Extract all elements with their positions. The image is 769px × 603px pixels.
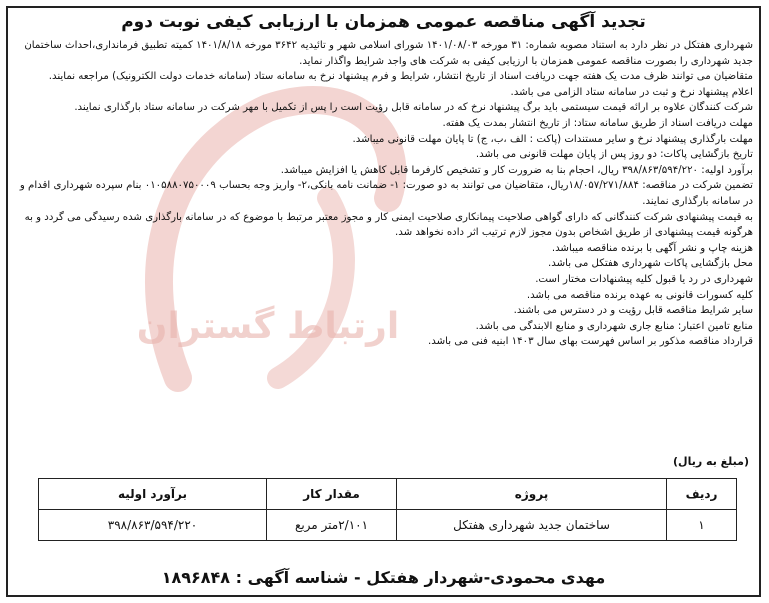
watermark-text: ارتباط گستران — [136, 306, 400, 347]
paragraph: محل بازگشایی پاکات شهرداری هفتکل می باشد. — [548, 258, 753, 270]
paragraph: هزینه چاپ و نشر آگهی با برنده مناقصه میباشد. — [551, 242, 753, 254]
paragraph: برآورد اولیه: ۳۹۸/۸۶۳/۵۹۴/۲۲۰ ریال، احجام بنا به ضرورت کار و تشخیص کارفرما قابل کاهش یا افزایش میباشد. — [280, 164, 753, 176]
paragraph: سایر شرایط مناقصه قابل رؤیت و در دسترس می باشند. — [513, 305, 753, 317]
ad-body — [14, 38, 753, 350]
col-header-row-number: ردیف — [667, 479, 737, 510]
col-header-estimate: برآورد اولیه — [39, 479, 267, 510]
ad-footer: مهدی محمودی-شهردار هفتکل - شناسه آگهی : ۱۸۹۶۸۴۸ — [161, 568, 606, 587]
paragraph: مهلت دریافت اسناد از طریق سامانه ستاد: از تاریخ انتشار بمدت یک هفته. — [442, 117, 753, 129]
paragraph: تاریخ بازگشایی پاکات: دو روز پس از پایان مهلت قانونی می باشد. — [475, 149, 753, 161]
cell-project: ساختمان جدید شهرداری هفتکل — [397, 510, 667, 541]
paragraph: شهرداری هفتکل در نظر دارد به استناد مصوبه شماره: ۳۱ مورخه ۱۴۰۱/۰۸/۰۳ شورای اسلامی شهر و تائیدیه ۳۶۴۲ مورخه ۱۴۰۱/۸/۱۸ کمیته تطبیق فرمانداری،احداث ساختمان جدید شهرداری را بصورت مناقصه عمومی همزمان با ارزیابی کیفی به شرکت های واجد شرایط واگذار نماید. — [24, 40, 753, 67]
table-row — [39, 510, 737, 541]
cell-estimate: ۳۹۸/۸۶۳/۵۹۴/۲۲۰ — [39, 510, 267, 541]
paragraph: متقاضیان می توانند ظرف مدت یک هفته جهت دریافت اسناد از تاریخ انتشار، شرایط و فرم پیشنهاد نرخ به سامانه ستاد (سامانه خدمات دولت الکترونیک) مراجعه نمایند. — [48, 71, 753, 83]
paragraph: به قیمت پیشنهادی شرکت کنندگانی که دارای گواهی صلاحیت پیمانکاری صلاحیت ایمنی کار و مجوز معتبر مرتبط با موضوع که در سامانه بارگذاری شده رسیدگی می گردد و به هرگونه قیمت پیشنهادی از طریق اشخاص بدون مجوز لازم ترتیب اثر داده نخواهد شد. — [24, 211, 753, 239]
amount-note: (مبلغ به ریال) — [673, 455, 749, 468]
advertisement-frame — [6, 6, 761, 597]
ad-title: تجدید آگهی مناقصه عمومی همزمان با ارزیابی کیفی نوبت دوم — [121, 12, 646, 32]
cell-row-number: ۱ — [667, 510, 737, 541]
paragraph: شهرداری در رد یا قبول کلیه پیشنهادات مختار است. — [535, 273, 753, 285]
paragraph: قرارداد مناقصه مذکور بر اساس فهرست بهای سال ۱۴۰۳ ابنیه فنی می باشد. — [427, 336, 753, 348]
paragraph: مهلت بارگذاری پیشنهاد نرخ و سایر مستندات (پاکت : الف ،ب، ج) تا پایان مهلت قانونی میباشد. — [352, 133, 753, 145]
cell-quantity: ۲/۱۰۱متر مربع — [267, 510, 397, 541]
paragraph: شرکت کنندگان علاوه بر ارائه قیمت سیستمی باید برگ پیشنهاد نرخ که در سامانه قابل رؤیت است را پس از تکمیل با مهر شرکت در سامانه ستاد بارگذاری نمایند. — [74, 102, 753, 114]
paragraph: اعلام پیشنهاد نرخ و ثبت در سامانه ستاد الزامی می باشد. — [510, 86, 753, 98]
paragraph: تضمین شرکت در مناقصه: ۱۸/۰۵۷/۲۷۱/۸۸۴ریال، متقاضیان می توانند به دو صورت: ۱- ضمانت نامه بانکی،۲- واریز وجه بحساب ۰۱۰۵۸۸۰۷۵۰۰۰۹ بنام سپرده شهرداری اقدام و در سامانه بارگذاری نمایند. — [19, 180, 753, 207]
table-header-row — [39, 479, 737, 510]
col-header-project: پروژه — [397, 479, 667, 510]
paragraph: کلیه کسورات قانونی به عهده برنده مناقصه می باشد. — [526, 289, 753, 301]
paragraph: منابع تامین اعتبار: منابع جاری شهرداری و منابع الابندگی می باشد. — [475, 320, 753, 332]
project-table — [38, 478, 737, 541]
col-header-quantity: مقدار کار — [267, 479, 397, 510]
